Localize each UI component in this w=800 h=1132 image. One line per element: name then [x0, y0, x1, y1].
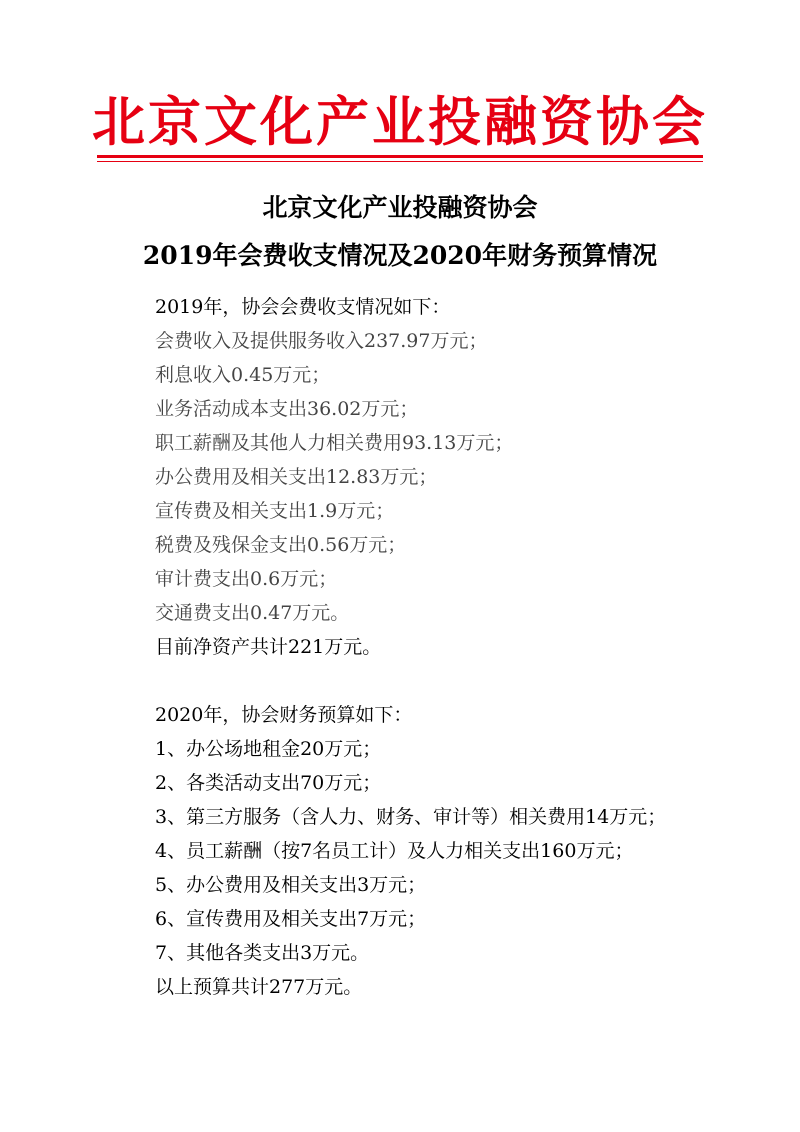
list-item: 交通费支出0.47万元。: [155, 602, 350, 624]
letterhead-org-name: 北京文化产业投融资协会: [92, 92, 708, 153]
section-2019-summary: 目前净资产共计221万元。: [155, 636, 382, 658]
section-2020-summary: 以上预算共计277万元。: [155, 976, 363, 998]
list-item: 6、宣传费用及相关支出7万元；: [155, 908, 427, 930]
list-item: 业务活动成本支出36.02万元；: [155, 398, 419, 420]
list-item: 3、第三方服务（含人力、财务、审计等）相关费用14万元；: [155, 806, 667, 828]
list-item: 5、办公费用及相关支出3万元；: [155, 874, 427, 896]
letterhead-divider-thick: [97, 155, 703, 158]
section-2019-heading: 2019年，协会会费收支情况如下：: [155, 296, 451, 318]
list-item: 审计费支出0.6万元；: [155, 568, 338, 590]
list-item: 办公费用及相关支出12.83万元；: [155, 466, 438, 488]
list-item: 宣传费及相关支出1.9万元；: [155, 500, 395, 522]
list-item: 4、员工薪酬（按7名员工计）及人力相关支出160万元；: [155, 840, 634, 862]
list-item: 会费收入及提供服务收入237.97万元；: [155, 330, 488, 352]
list-item: 2、各类活动支出70万元；: [155, 772, 382, 794]
section-2020-heading: 2020年，协会财务预算如下：: [155, 704, 413, 726]
list-item: 7、其他各类支出3万元。: [155, 942, 370, 964]
document-title-line-2: 2019年会费收支情况及2020年财务预算情况: [142, 241, 658, 270]
document-title-line-1: 北京文化产业投融资协会: [262, 193, 538, 222]
letterhead-divider-thin: [97, 161, 703, 162]
section-spacer: [155, 664, 715, 698]
list-item: 利息收入0.45万元；: [155, 364, 331, 386]
list-item: 1、办公场地租金20万元；: [155, 738, 382, 760]
document-body: [155, 290, 715, 1004]
list-item: 税费及残保金支出0.56万元；: [155, 534, 407, 556]
list-item: 职工薪酬及其他人力相关费用93.13万元；: [155, 432, 514, 454]
